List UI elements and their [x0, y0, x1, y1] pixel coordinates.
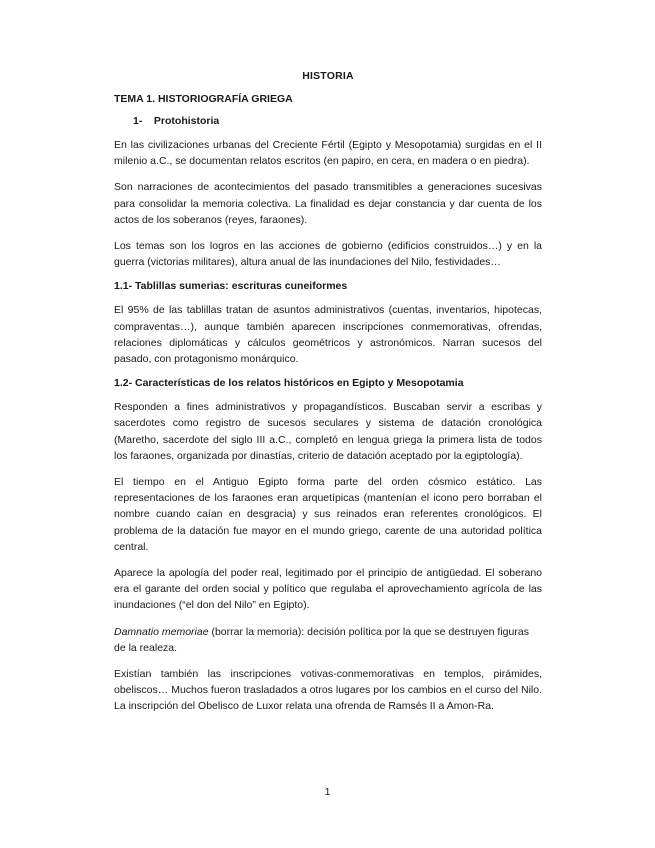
- page-number: 1: [324, 786, 331, 798]
- paragraph-9: Existían también las inscripciones votivas-conmemorativas en templos, pirámides, obeliscos… Muchos fueron trasladados a otros lugares por los cambios en el curso del Nilo. La inscripción del Obelisco de Luxor relata una ofrenda de Ramsés II a Amon-Ra.: [114, 668, 542, 713]
- page-content: [114, 70, 542, 725]
- subsection-heading-tablillas: 1.1- Tablillas sumerias: escrituras cuneiformes: [114, 280, 348, 293]
- paragraph-3: Los temas son los logros en las acciones de gobierno (edificios construidos…) y en la guerra (victorias militares), altura anual de las inundaciones del Nilo, festividades…: [114, 240, 542, 269]
- paragraph-6: El tiempo en el Antiguo Egipto forma parte del orden cósmico estático. Las representaciones de los faraones eran arquetípicas (mantenían el icono pero borraban el nombre cuando caían en desgracia) y sus reinados eran referentes cronológicos. El problema de la datación fue mayor en el mundo griego, carente de una autoridad política central.: [114, 476, 542, 553]
- paragraph-2: Son narraciones de acontecimientos del pasado transmitibles a generaciones sucesivas para consolidar la memoria colectiva. La finalidad es dejar constancia y dar cuenta de los actos de los soberanos (reyes, faraones).: [114, 181, 542, 226]
- paragraph-7: Aparece la apología del poder real, legitimado por el principio de antigüedad. El soberano era el garante del orden social y político que regulaba el aprovechamiento agrícola de las inundaciones (“el don del Nilo” en Egipto).: [114, 567, 542, 612]
- page-title: HISTORIA: [302, 70, 354, 82]
- section-heading-protohistoria: [133, 115, 542, 127]
- latin-term: Damnatio memoriae: [114, 625, 209, 638]
- subsection-heading-caracteristicas: 1.2- Características de los relatos históricos en Egipto y Mesopotamia: [114, 377, 464, 390]
- paragraph-8-text: (borrar la memoria): decisión política por la que se destruyen figuras de la realeza.: [114, 625, 529, 654]
- paragraph-5: Responden a fines administrativos y propagandísticos. Buscaban servir a escribas y sacerdotes como registro de sucesos seculares y sistema de datación cronológica (Maretho, sacerdote del siglo III a.C., completó en lengua griega la primera lista de todos los faraones, organizada por dinastías, criterio de datación aceptado por la egiptología).: [114, 401, 542, 462]
- paragraph-8: [114, 624, 542, 656]
- paragraph-1: En las civilizaciones urbanas del Creciente Fértil (Egipto y Mesopotamia) surgidas en el II milenio a.C., se documentan relatos escritos (en papiro, en cera, en madera o en piedra).: [114, 139, 542, 168]
- paragraph-4: El 95% de las tablillas tratan de asuntos administrativos (cuentas, inventarios, hipotecas, compraventas…), aunque también aparecen inscripciones conmemorativas, ofrendas, relaciones diplomáticas y cálculos geométricos y astronómicos. Narran sucesos del pasado, con protagonismo monárquico.: [114, 304, 542, 366]
- section-label: Protohistoria: [153, 115, 220, 127]
- section-number: 1-: [133, 115, 143, 127]
- topic-heading: TEMA 1. HISTORIOGRAFÍA GRIEGA: [114, 93, 293, 105]
